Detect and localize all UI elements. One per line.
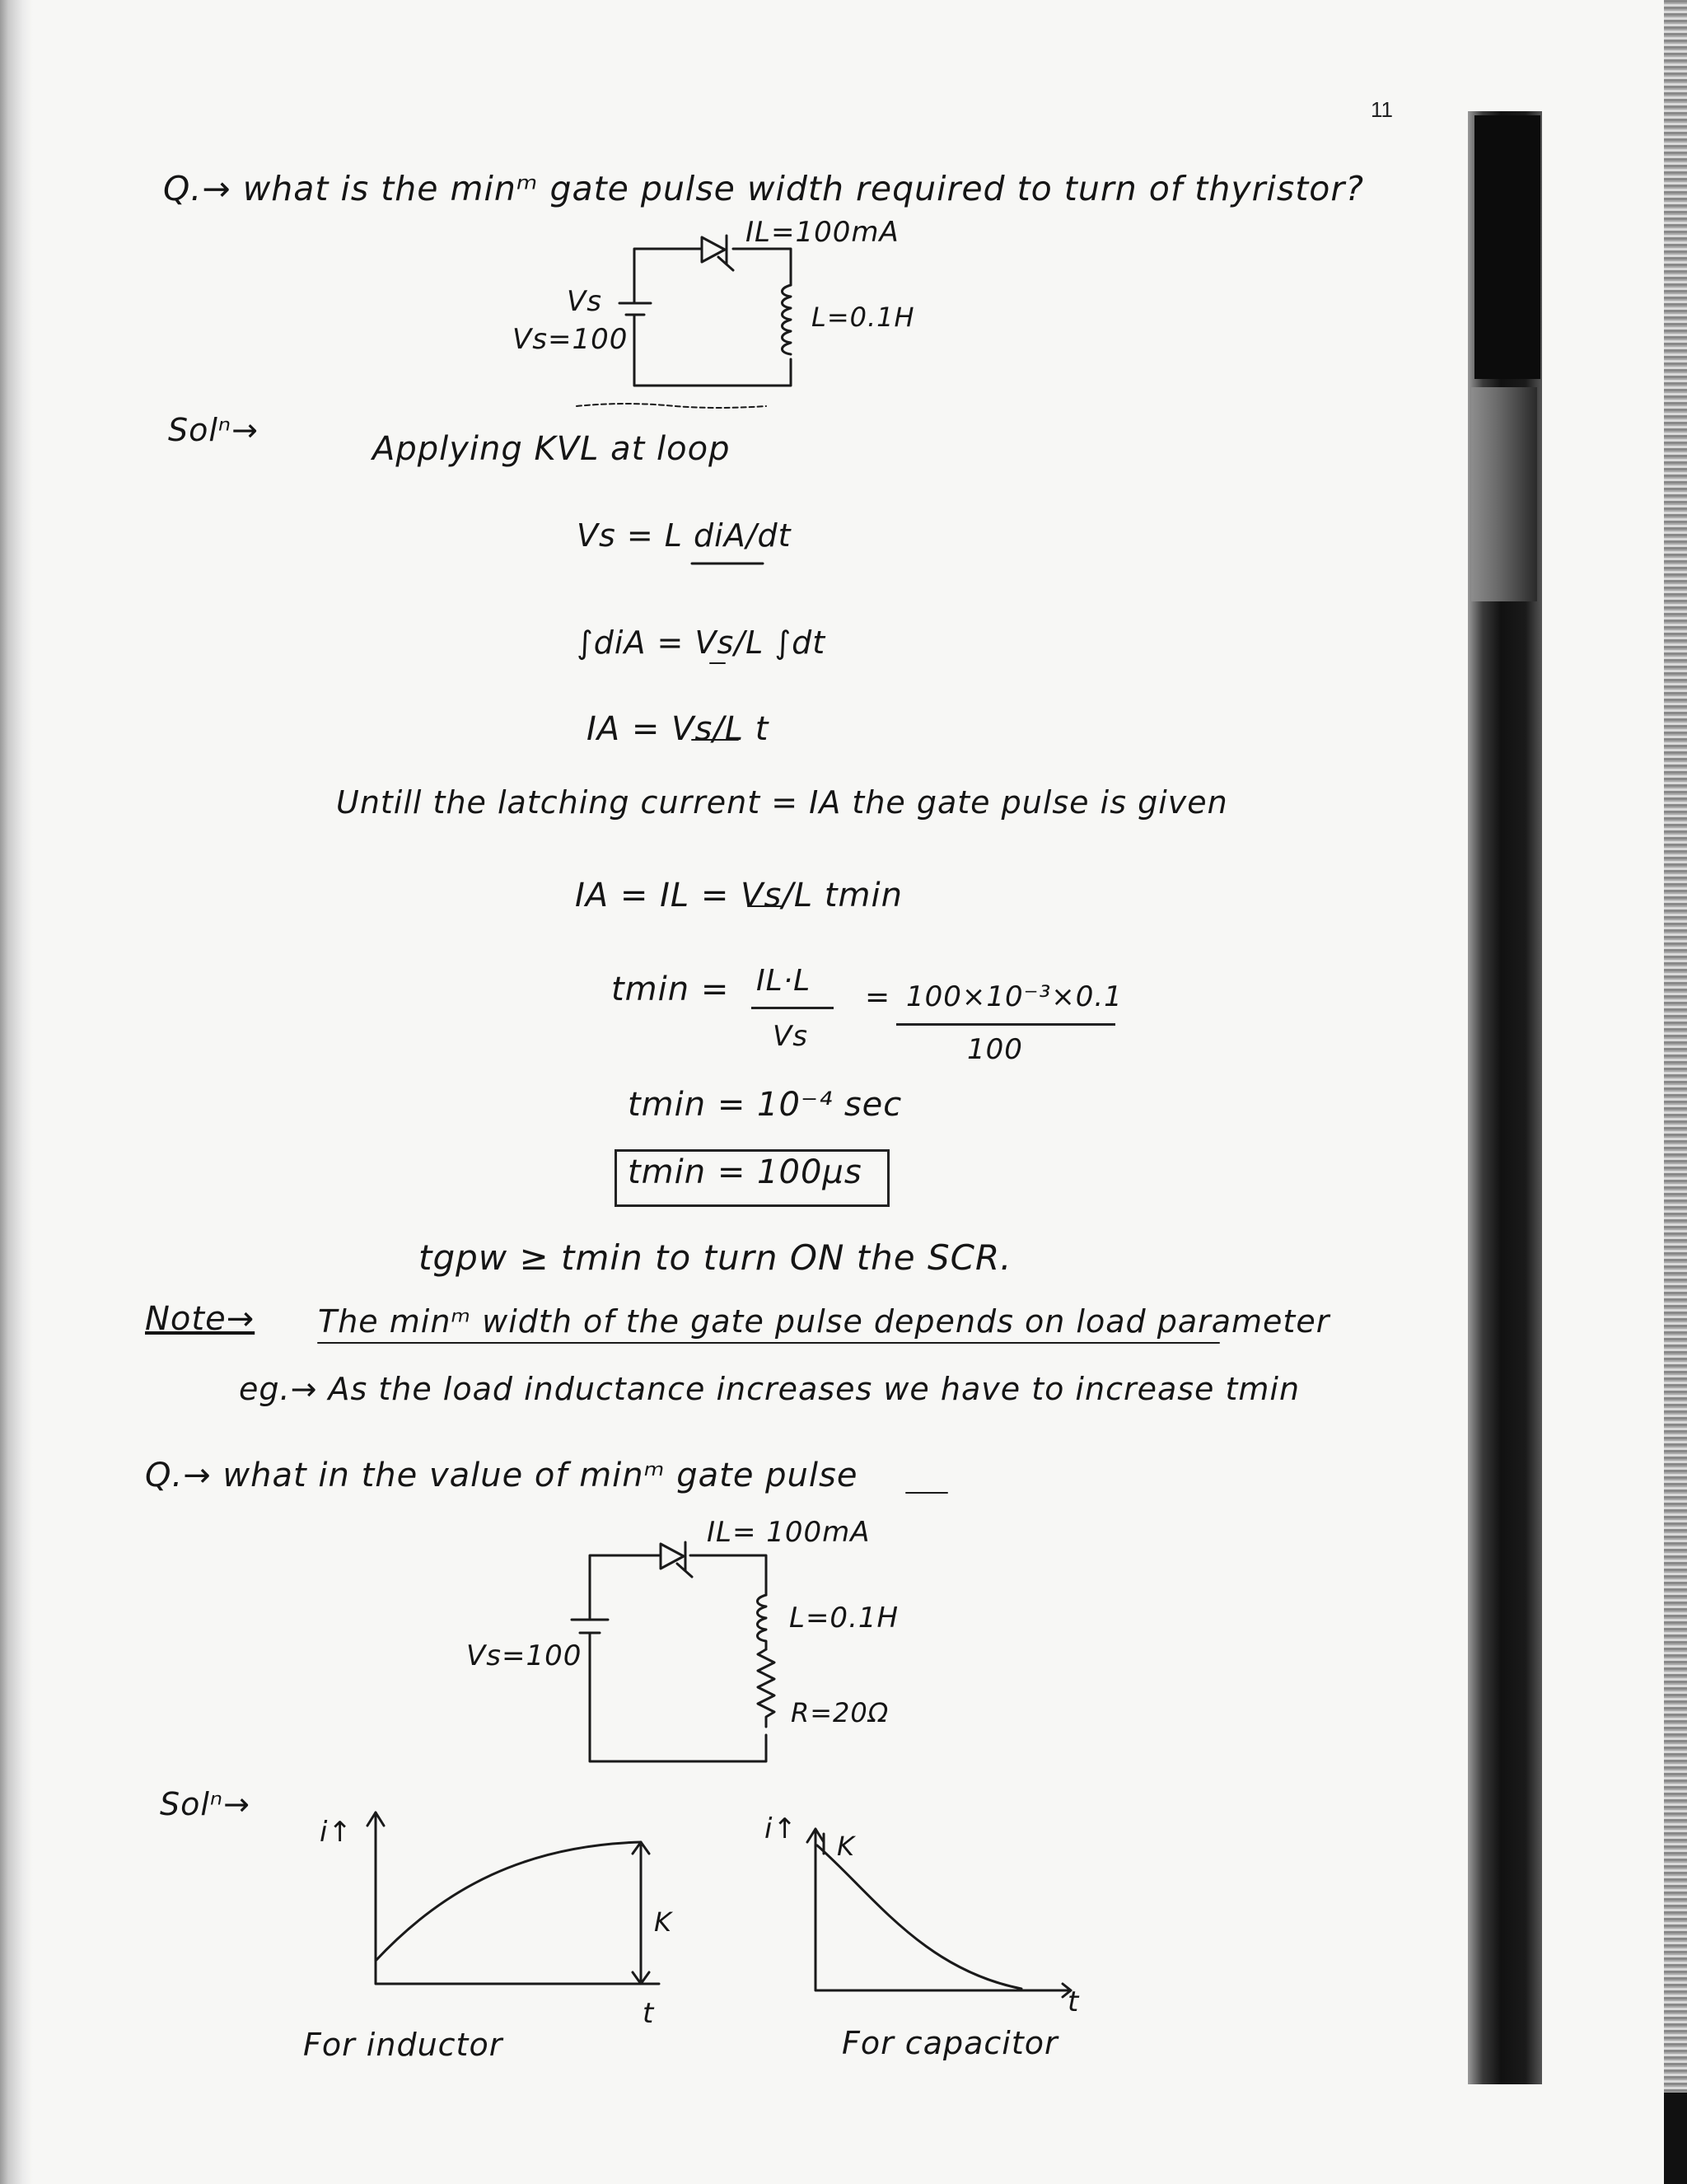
capacitor-graph — [807, 1829, 1071, 1997]
q1-latching-current: IL=100mA — [745, 216, 900, 249]
equation-latching: IA = IL = Vs/L tmin — [575, 877, 903, 914]
note-line-1: The minᵐ width of the gate pulse depends on load parameter — [318, 1303, 1330, 1340]
q1-inductance: L=0.1H — [811, 302, 915, 333]
inductor-coil-icon — [783, 285, 792, 354]
conclusion: tgpw ≥ tmin to turn ON the SCR. — [418, 1237, 1012, 1278]
solution-1-intro: Applying KVL at loop — [372, 430, 731, 468]
equation-integral: ∫diA = Vs/L ∫dt — [577, 624, 826, 661]
tmin-result: tmin = 100μs — [628, 1153, 862, 1191]
capacitor-graph-caption: For capacitor — [842, 2025, 1058, 2061]
tmin-value-numerator: 100×10⁻³×0.1 — [906, 980, 1123, 1013]
inductor-graph — [367, 1812, 659, 1984]
capacitor-graph-k-label: K — [837, 1831, 855, 1862]
page-number: 11 — [1371, 97, 1393, 122]
tmin-numerator: IL·L — [756, 964, 811, 998]
capacitor-graph-y-label: i↑ — [764, 1812, 797, 1845]
q2-resistance: R=20Ω — [791, 1697, 890, 1728]
battery-icon — [619, 303, 651, 315]
note-label: Note→ — [145, 1300, 255, 1338]
circuit-2 — [572, 1493, 947, 1761]
thyristor-icon — [661, 1542, 692, 1577]
question-1: Q.→ what is the minᵐ gate pulse width required to turn of thyristor? — [163, 169, 1364, 208]
question-2: Q.→ what in the value of minᵐ gate pulse — [145, 1457, 858, 1494]
q2-latching-current: IL= 100mA — [707, 1516, 871, 1549]
capacitor-graph-x-label: t — [1068, 1985, 1080, 2018]
equation-current: IA = Vs/L t — [586, 710, 769, 748]
q2-source-value: Vs=100 — [466, 1639, 582, 1672]
tmin-value-denominator: 100 — [967, 1033, 1023, 1066]
tmin-lhs: tmin = — [611, 970, 730, 1008]
resistor-icon — [758, 1649, 774, 1727]
note-line-2: eg.→ As the load inductance increases we have to increase tmin — [239, 1371, 1301, 1407]
circuit-1 — [577, 236, 791, 408]
latching-statement: Untill the latching current = IA the gate pulse is given — [336, 784, 1228, 821]
inductor-graph-k-label: K — [654, 1906, 672, 1938]
tmin-equals: = — [865, 980, 891, 1014]
battery-icon — [572, 1620, 608, 1633]
tmin-denominator: Vs — [773, 1020, 808, 1053]
solution-2-label: Solⁿ→ — [160, 1786, 250, 1822]
inductor-graph-y-label: i↑ — [320, 1816, 353, 1849]
equation-kvl: Vs = L diA/dt — [577, 517, 792, 554]
inductor-coil-icon — [758, 1595, 767, 1649]
tmin-seconds: tmin = 10⁻⁴ sec — [628, 1086, 903, 1124]
q2-inductance: L=0.1H — [789, 1602, 900, 1634]
q1-source-value: Vs=100 — [512, 323, 629, 356]
q1-source-symbol: Vs — [567, 285, 602, 318]
inductor-graph-x-label: t — [643, 1997, 655, 2030]
inductor-graph-caption: For inductor — [303, 2027, 503, 2063]
thyristor-icon — [702, 236, 733, 270]
solution-1-label: Solⁿ→ — [168, 412, 259, 448]
